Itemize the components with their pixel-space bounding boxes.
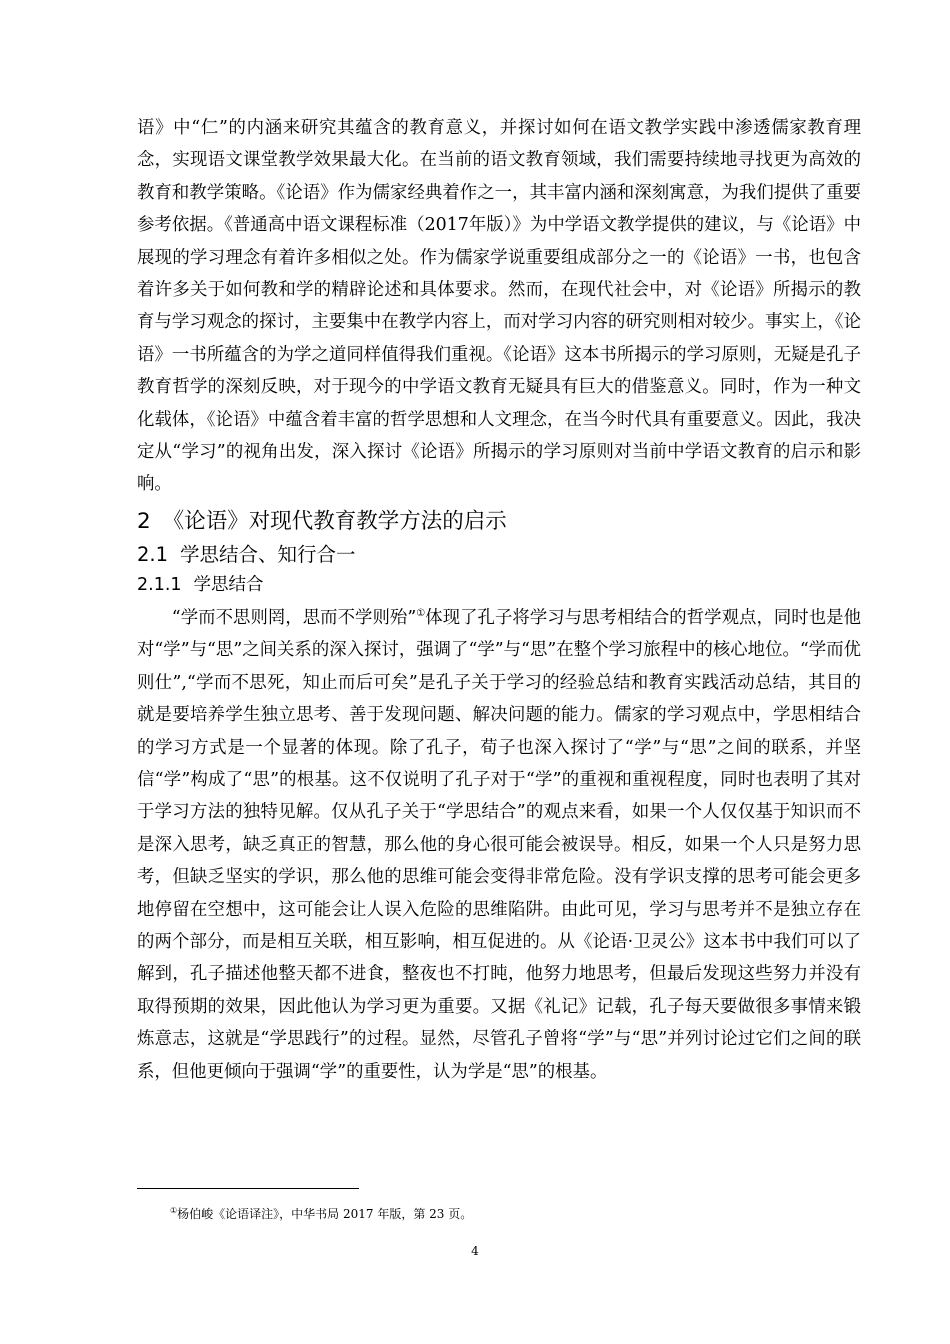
subsubsection-number: 2.1.1 xyxy=(137,574,182,595)
footnote-divider xyxy=(137,1188,359,1189)
footnote-reference[interactable]: ① xyxy=(416,607,426,619)
page-content xyxy=(137,112,861,1088)
footnote-mark: ① xyxy=(170,1206,178,1215)
footnote-text: 杨伯峻《论语译注》，中华书局 2017 年版，第 23 页。 xyxy=(177,1207,473,1221)
page-number: 4 xyxy=(471,1244,479,1258)
body-paragraph xyxy=(137,602,861,1088)
subsubsection-heading xyxy=(137,570,861,600)
body-quote: “学而不思则罔，思而不学则殆” xyxy=(171,607,417,628)
section-heading xyxy=(137,504,861,539)
section-number: 2 xyxy=(137,508,151,534)
subsubsection-title: 学思结合 xyxy=(193,574,264,595)
footnote xyxy=(170,1206,472,1222)
subsection-heading xyxy=(137,539,861,570)
section-title: 《论语》对现代教育教学方法的启示 xyxy=(162,508,507,534)
subsection-number: 2.1 xyxy=(137,542,169,566)
body-text: 体现了孔子将学习与思考相结合的哲学观点，同时也是他对“学”与“思”之间关系的深入探讨，强调了“学”与“思”在整个学习旅程中的核心地位。“学而优则仕”,“学而不思死，知止而后可矣”是孔子关于学习的经验总结和教育实践活动总结，其目的就是要培养学生独立思考、善于发现问题、解决问题的能力。儒家的学习观点中，学思相结合的学习方式是一个显著的体现。除了孔子，荀子也深入探讨了“学”与“思”之间的联系，并坚信“学”构成了“思”的根基。这不仅说明了孔子对于“学”的重视和重视程度，同时也表明了其对于学习方法的独特见解。仅从孔子关于“学思结合”的观点来看，如果一个人仅仅基于知识而不是深入思考，缺乏真正的智慧，那么他的身心很可能会被误导。相反，如果一个人只是努力思考，但缺乏坚实的学识，那么他的思维可能会变得非常危险。没有学识支撑的思考可能会更多地停留在空想中，这可能会让人误入危险的思维陷阱。由此可见，学习与思考并不是独立存在的两个部分，而是相互关联，相互影响，相互促进的。从《论语·卫灵公》这本书中我们可以了解到，孔子描述他整天都不进食，整夜也不打盹，他努力地思考，但最后发现这些努力并没有取得预期的效果，因此他认为学习更为重要。又据《礼记》记载，孔子每天要做很多事情来锻炼意志，这就是“学思践行”的过程。显然，尽管孔子曾将“学”与“思”并列讨论过它们之间的联系，但他更倾向于强调“学”的重要性，认为学是“思”的根基。 xyxy=(137,607,861,1082)
subsection-title: 学思结合、知行合一 xyxy=(180,542,356,566)
intro-paragraph: 语》中“仁”的内涵来研究其蕴含的教育意义，并探讨如何在语文教学实践中渗透儒家教育理念，实现语文课堂教学效果最大化。在当前的语文教育领域，我们需要持续地寻找更为高效的教育和教学策略。《论语》作为儒家经典着作之一，其丰富内涵和深刻寓意，为我们提供了重要参考依据。《普通高中语文课程标准（2017年版）》为中学语文教学提供的建议，与《论语》中展现的学习理念有着许多相似之处。作为儒家学说重要组成部分之一的《论语》一书，也包含着许多关于如何教和学的精辟论述和具体要求。然而，在现代社会中，对《论语》所揭示的教育与学习观念的探讨，主要集中在教学内容上，而对学习内容的研究则相对较少。事实上，《论语》一书所蕴含的为学之道同样值得我们重视。《论语》这本书所揭示的学习原则，无疑是孔子教育哲学的深刻反映，对于现今的中学语文教育无疑具有巨大的借鉴意义。同时，作为一种文化载体，《论语》中蕴含着丰富的哲学思想和人文理念，在当今时代具有重要意义。因此，我决定从“学习”的视角出发，深入探讨《论语》所揭示的学习原则对当前中学语文教育的启示和影响。 xyxy=(137,118,861,495)
